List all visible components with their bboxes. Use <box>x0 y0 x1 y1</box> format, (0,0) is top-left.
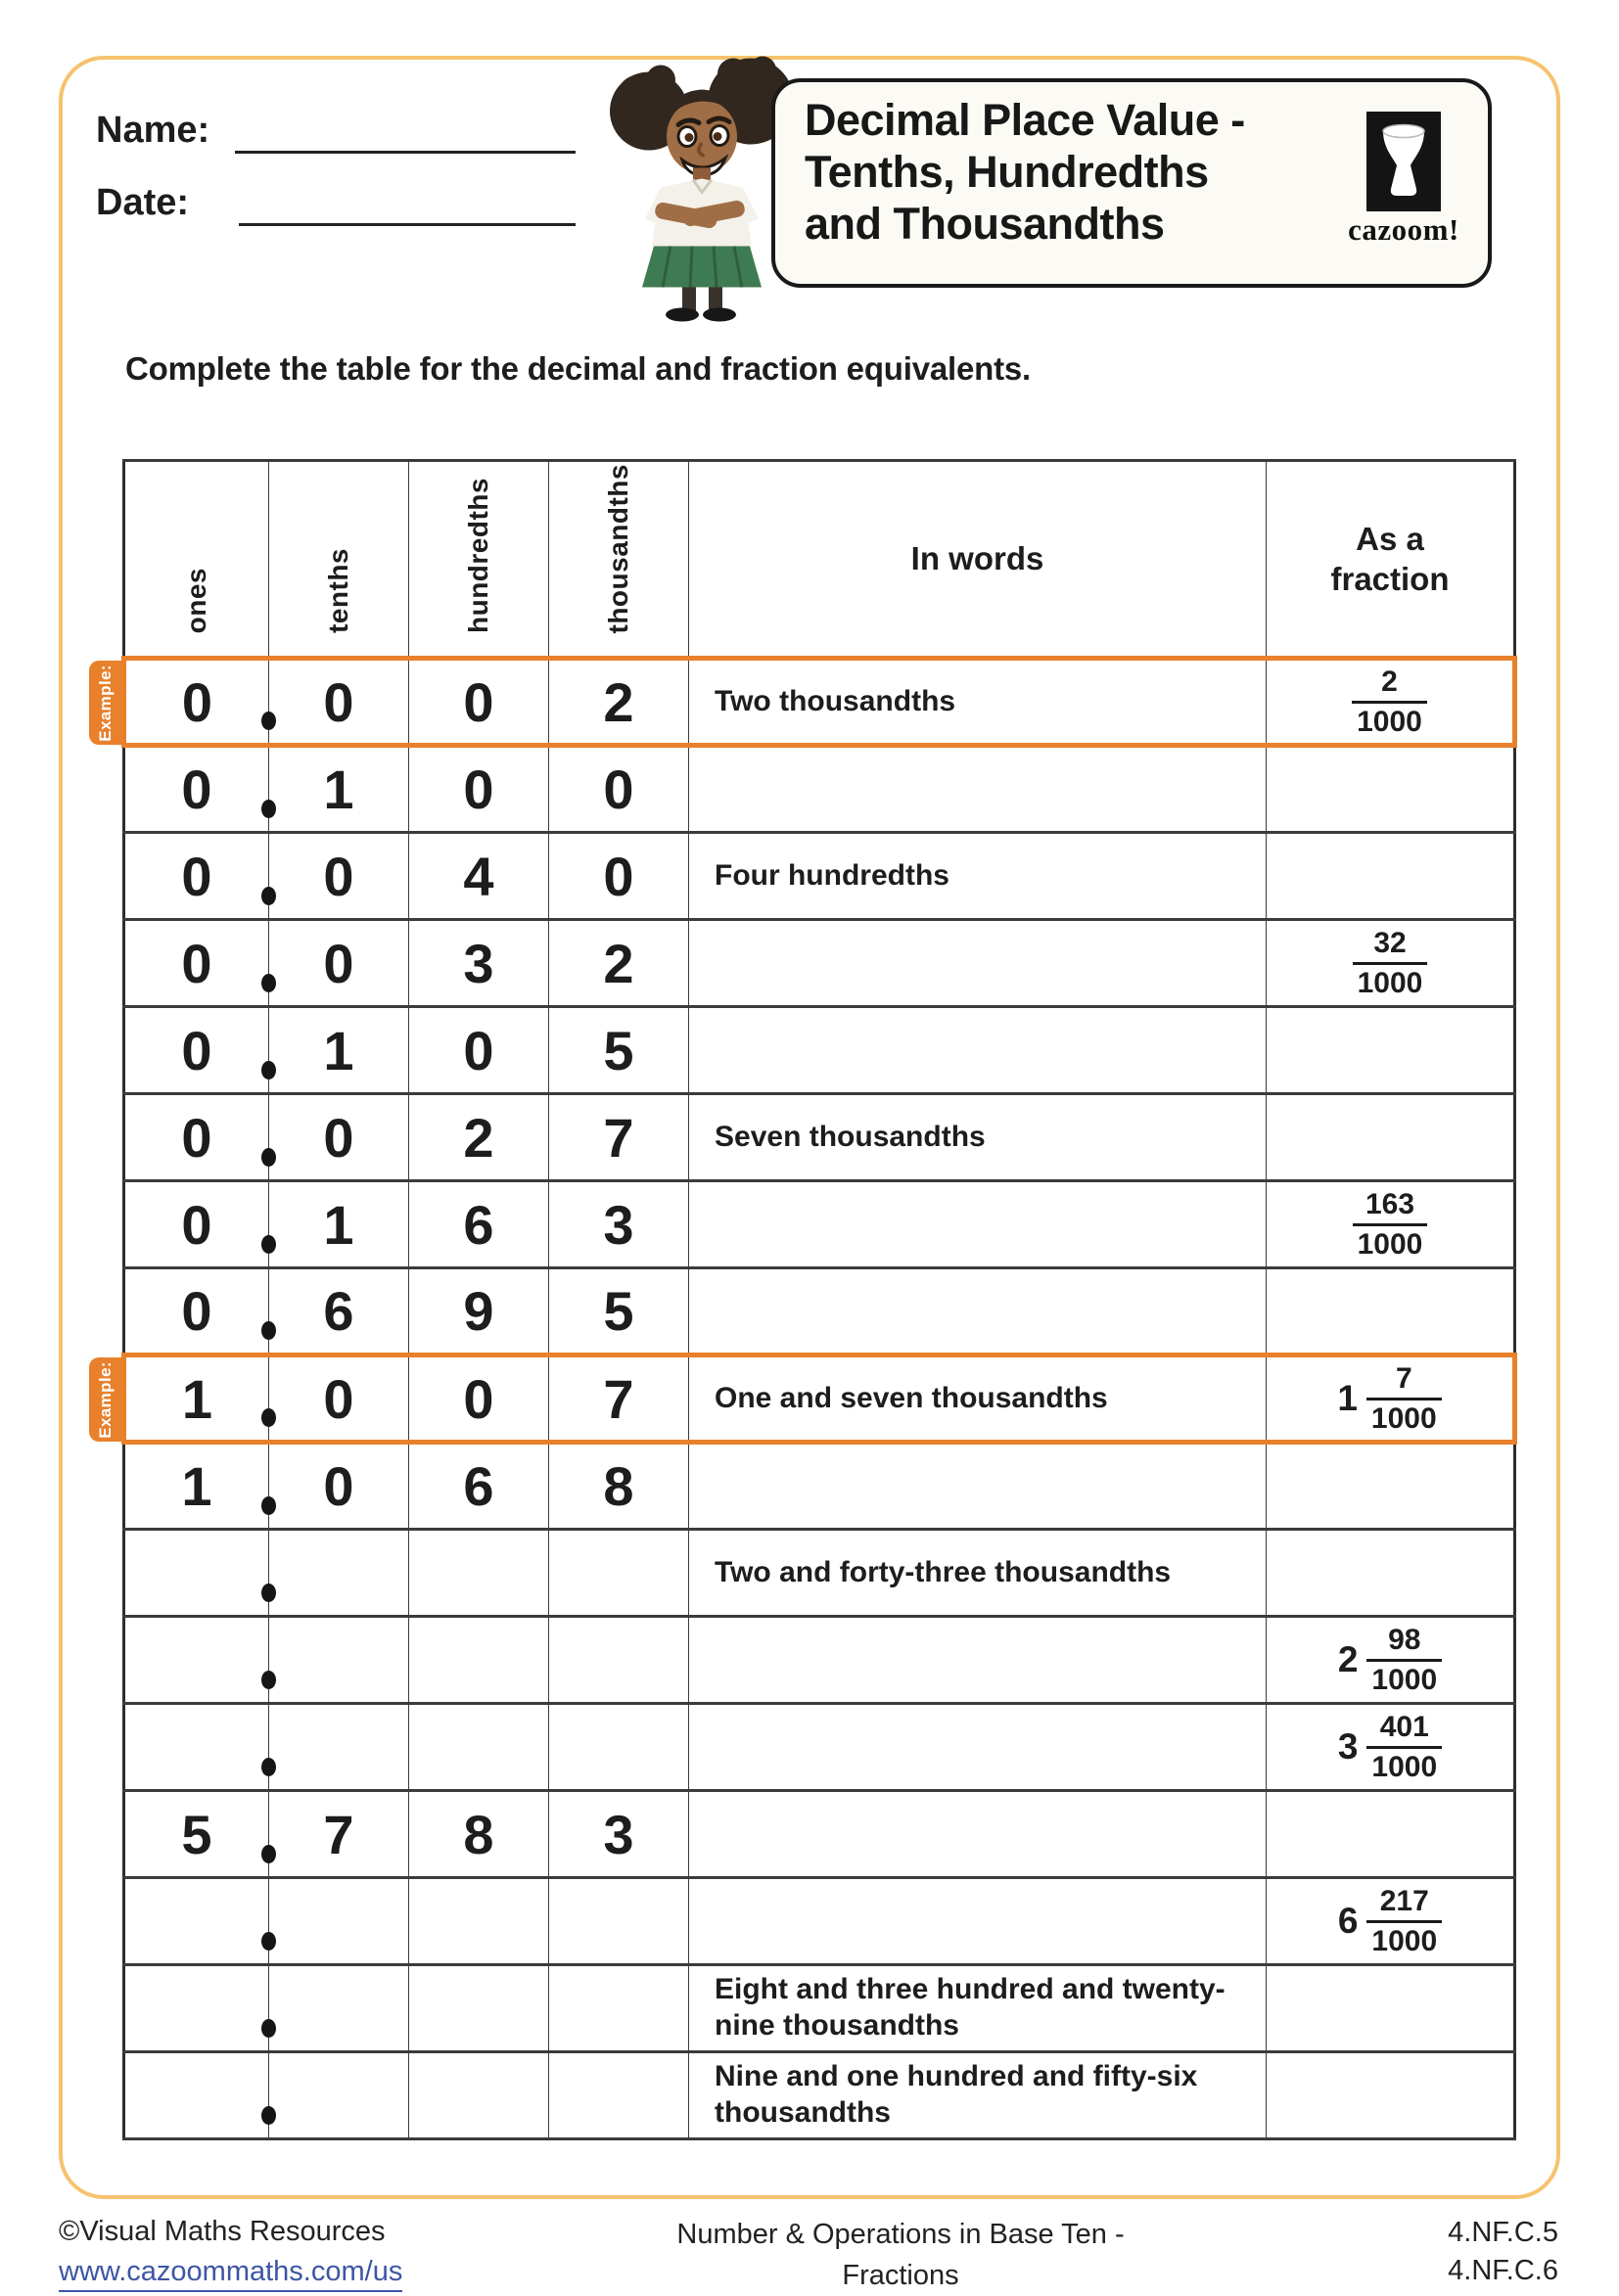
digit-value: 5 <box>603 1019 634 1081</box>
date-label: Date: <box>96 182 190 223</box>
fraction-cell <box>1267 1355 1515 1443</box>
digit-value: 6 <box>323 1280 354 1342</box>
table-row <box>124 1965 1515 2052</box>
fraction-value <box>1267 1711 1513 1783</box>
digit-cell-thousandths <box>549 1617 689 1704</box>
digit-cell-tenths <box>269 1530 409 1617</box>
fraction-whole-number: 3 <box>1337 1726 1359 1767</box>
in-words-cell: Nine and one hundred and fifty-six thousandths <box>689 2052 1267 2139</box>
digit-cell-ones <box>124 1791 269 1878</box>
digit-value: 0 <box>181 1280 212 1342</box>
digit-cell-hundredths <box>409 1791 549 1878</box>
footer-copyright: ©Visual Maths Resources <box>59 2216 386 2247</box>
decimal-point <box>261 1148 276 1167</box>
footer-website-link[interactable]: www.cazoommaths.com/us <box>59 2254 402 2291</box>
digit-cell-thousandths <box>549 1094 689 1181</box>
digit-value: 3 <box>603 1803 634 1865</box>
decimal-point <box>261 712 276 730</box>
table-row <box>124 920 1515 1007</box>
in-words-cell <box>689 1181 1267 1268</box>
fraction-numerator: 2 <box>1381 665 1398 698</box>
fraction-cell <box>1267 1443 1515 1530</box>
digit-value: 0 <box>323 1455 354 1517</box>
digit-cell-hundredths <box>409 1355 549 1443</box>
fraction-cell <box>1267 1530 1515 1617</box>
digit-value: 0 <box>323 670 354 733</box>
decimal-point <box>261 1496 276 1515</box>
digit-cell-tenths <box>269 746 409 833</box>
in-words-cell: Two and forty-three thousandths <box>689 1530 1267 1617</box>
digit-cell-ones <box>124 1530 269 1617</box>
digit-value: 5 <box>181 1803 212 1865</box>
digit-cell-thousandths <box>549 833 689 920</box>
digit-cell-tenths <box>269 1791 409 1878</box>
decimal-point <box>261 1235 276 1254</box>
digit-cell-thousandths <box>549 1007 689 1094</box>
table-header-row <box>124 461 1515 659</box>
fraction-value <box>1267 1188 1513 1261</box>
table-row <box>124 1181 1515 1268</box>
digit-cell-ones <box>124 1443 269 1530</box>
fraction-denominator: 1000 <box>1353 962 1428 1000</box>
digit-cell-hundredths <box>409 1094 549 1181</box>
fraction-numerator: 32 <box>1373 926 1407 959</box>
digit-value: 0 <box>181 932 212 994</box>
digit-value: 5 <box>603 1280 634 1342</box>
fraction-value <box>1267 666 1512 738</box>
fraction-denominator: 1000 <box>1366 1920 1442 1958</box>
example-tab-label: Example: <box>95 1360 115 1439</box>
footer-subject <box>626 2214 1175 2296</box>
digit-cell-thousandths <box>549 1443 689 1530</box>
table-row <box>124 1530 1515 1617</box>
in-words-cell <box>689 746 1267 833</box>
digit-value: 1 <box>181 1455 212 1517</box>
digit-value: 0 <box>181 1019 212 1081</box>
digit-value: 7 <box>603 1367 634 1430</box>
table-row <box>124 2052 1515 2139</box>
digit-value: 0 <box>463 1367 494 1430</box>
fraction-cell <box>1267 1878 1515 1965</box>
table-row <box>124 746 1515 833</box>
fraction-denominator: 1000 <box>1353 1223 1428 1262</box>
decimal-point <box>261 887 276 905</box>
digit-cell-ones <box>124 1965 269 2052</box>
digit-value: 3 <box>603 1193 634 1256</box>
digit-value: 9 <box>463 1280 494 1342</box>
digit-cell-thousandths <box>549 1181 689 1268</box>
table-row <box>124 1268 1515 1355</box>
logo-text: cazoom! <box>1348 212 1459 247</box>
table-body <box>124 659 1515 2139</box>
digit-cell-thousandths <box>549 659 689 746</box>
decimal-point <box>261 800 276 818</box>
fraction-cell <box>1267 746 1515 833</box>
in-words-cell: One and seven thousandths <box>689 1355 1267 1443</box>
fraction-numerator: 217 <box>1379 1884 1429 1917</box>
fraction-cell <box>1267 1181 1515 1268</box>
digit-value: 2 <box>463 1106 494 1169</box>
column-header-ones: ones <box>124 461 269 659</box>
digit-cell-tenths <box>269 2052 409 2139</box>
digit-cell-tenths <box>269 1704 409 1791</box>
digit-cell-tenths <box>269 1094 409 1181</box>
digit-value: 2 <box>603 932 634 994</box>
fraction-cell <box>1267 1094 1515 1181</box>
digit-cell-hundredths <box>409 746 549 833</box>
decimal-point <box>261 1671 276 1689</box>
title-line-1: Decimal Place Value - <box>805 95 1245 145</box>
fraction-cell <box>1267 2052 1515 2139</box>
table-row <box>124 1443 1515 1530</box>
digit-cell-ones <box>124 1878 269 1965</box>
fraction-whole-number: 1 <box>1337 1378 1358 1418</box>
digit-cell-thousandths <box>549 1704 689 1791</box>
table-row-example <box>124 1355 1515 1443</box>
digit-cell-tenths <box>269 1355 409 1443</box>
digit-cell-tenths <box>269 1181 409 1268</box>
fraction-denominator: 1000 <box>1366 1659 1442 1697</box>
footer-standard-1: 4.NF.C.5 <box>1448 2217 1558 2248</box>
fraction-cell <box>1267 833 1515 920</box>
title-box <box>771 78 1492 288</box>
column-header-hundredths: hundredths <box>409 461 549 659</box>
digit-cell-tenths <box>269 1007 409 1094</box>
digit-cell-ones <box>124 1704 269 1791</box>
digit-cell-thousandths <box>549 920 689 1007</box>
column-header-as-fraction: As a fraction <box>1267 461 1515 659</box>
digit-cell-hundredths <box>409 2052 549 2139</box>
fraction-whole-number: 2 <box>1337 1639 1359 1679</box>
digit-cell-thousandths <box>549 1791 689 1878</box>
digit-value: 0 <box>323 1106 354 1169</box>
digit-cell-hundredths <box>409 833 549 920</box>
in-words-cell <box>689 1007 1267 1094</box>
fraction-cell <box>1267 1791 1515 1878</box>
footer-standard-2: 4.NF.C.6 <box>1448 2255 1558 2287</box>
table-row-example <box>124 659 1515 746</box>
digit-value: 8 <box>463 1803 494 1865</box>
digit-cell-hundredths <box>409 659 549 746</box>
digit-value: 7 <box>323 1803 354 1865</box>
footer-subject-line1: Number & Operations in Base Ten - <box>676 2219 1125 2250</box>
digit-cell-ones <box>124 1617 269 1704</box>
name-blank-line <box>235 151 576 154</box>
example-tab <box>89 1357 121 1442</box>
table-row <box>124 1007 1515 1094</box>
fraction-denominator: 1000 <box>1352 701 1427 739</box>
worksheet-table <box>95 459 1512 2140</box>
in-words-cell <box>689 920 1267 1007</box>
digit-cell-hundredths <box>409 1878 549 1965</box>
table-row <box>124 1617 1515 1704</box>
title-line-3: and Thousandths <box>805 199 1165 250</box>
digit-cell-ones <box>124 1094 269 1181</box>
table-row <box>124 833 1515 920</box>
digit-value: 1 <box>181 1367 213 1430</box>
decimal-point <box>261 2019 276 2038</box>
digit-cell-hundredths <box>409 1443 549 1530</box>
digit-value: 0 <box>181 758 212 820</box>
decimal-point <box>261 1061 276 1079</box>
digit-cell-tenths <box>269 920 409 1007</box>
digit-value: 0 <box>603 758 634 820</box>
digit-cell-thousandths <box>549 746 689 833</box>
column-header-in-words: In words <box>689 461 1267 659</box>
digit-value: 1 <box>323 758 354 820</box>
digit-cell-hundredths <box>409 920 549 1007</box>
digit-cell-ones <box>124 1355 269 1443</box>
in-words-cell <box>689 1878 1267 1965</box>
digit-cell-thousandths <box>549 1878 689 1965</box>
digit-cell-thousandths <box>549 1530 689 1617</box>
digit-value: 1 <box>323 1193 354 1256</box>
digit-cell-ones <box>124 2052 269 2139</box>
decimal-point <box>261 1845 276 1863</box>
worksheet-title <box>805 94 1245 250</box>
digit-cell-hundredths <box>409 1530 549 1617</box>
digit-value: 0 <box>463 670 494 733</box>
fraction-denominator: 1000 <box>1366 1398 1442 1436</box>
fraction-cell <box>1267 1704 1515 1791</box>
footer-subject-line2: Fractions <box>842 2260 959 2292</box>
in-words-cell <box>689 1791 1267 1878</box>
digit-cell-hundredths <box>409 1181 549 1268</box>
in-words-cell: Two thousandths <box>689 659 1267 746</box>
fraction-numerator: 401 <box>1379 1710 1429 1743</box>
instruction-text: Complete the table for the decimal and fraction equivalents. <box>125 350 1032 387</box>
digit-value: 0 <box>463 758 494 820</box>
footer-standards <box>1448 2214 1558 2290</box>
fraction-value <box>1267 927 1513 999</box>
column-header-thousandths: thousandths <box>549 461 689 659</box>
digit-value: 0 <box>181 670 213 733</box>
digit-value: 0 <box>181 1106 212 1169</box>
decimal-point <box>261 1758 276 1776</box>
digit-cell-thousandths <box>549 1268 689 1355</box>
fraction-numerator: 98 <box>1388 1623 1421 1656</box>
table-row <box>124 1878 1515 1965</box>
cazoom-logo <box>1341 112 1466 248</box>
digit-value: 2 <box>603 670 634 733</box>
digit-cell-hundredths <box>409 1965 549 2052</box>
column-header-tenths: tenths <box>269 461 409 659</box>
in-words-cell: Seven thousandths <box>689 1094 1267 1181</box>
digit-cell-thousandths <box>549 2052 689 2139</box>
digit-value: 0 <box>463 1019 494 1081</box>
in-words-cell <box>689 1617 1267 1704</box>
table-row <box>124 1094 1515 1181</box>
decimal-point <box>261 1321 276 1340</box>
digit-cell-tenths <box>269 833 409 920</box>
fraction-cell <box>1267 659 1515 746</box>
digit-cell-ones <box>124 833 269 920</box>
digit-value: 6 <box>463 1193 494 1256</box>
digit-cell-tenths <box>269 1617 409 1704</box>
fraction-cell <box>1267 1007 1515 1094</box>
digit-value: 0 <box>181 845 212 907</box>
fraction-value <box>1267 1885 1513 1957</box>
fraction-value <box>1267 1362 1512 1435</box>
in-words-cell <box>689 1268 1267 1355</box>
example-tab-label: Example: <box>95 664 115 742</box>
fraction-value <box>1267 1624 1513 1696</box>
digit-cell-ones <box>124 1181 269 1268</box>
digit-cell-ones <box>124 1268 269 1355</box>
digit-cell-hundredths <box>409 1007 549 1094</box>
digit-cell-ones <box>124 1007 269 1094</box>
digit-cell-tenths <box>269 1878 409 1965</box>
in-words-cell <box>689 1704 1267 1791</box>
fraction-cell <box>1267 1617 1515 1704</box>
fraction-cell <box>1267 920 1515 1007</box>
digit-value: 0 <box>323 932 354 994</box>
digit-value: 3 <box>463 932 494 994</box>
digit-cell-ones <box>124 659 269 746</box>
digit-cell-tenths <box>269 1443 409 1530</box>
digit-value: 1 <box>323 1019 354 1081</box>
decimal-point <box>261 1584 276 1602</box>
digit-value: 0 <box>181 1193 212 1256</box>
fraction-cell <box>1267 1268 1515 1355</box>
table-row <box>124 1704 1515 1791</box>
table-row <box>124 1791 1515 1878</box>
digit-cell-thousandths <box>549 1355 689 1443</box>
name-label: Name: <box>96 110 210 151</box>
decimal-point <box>261 1932 276 1951</box>
digit-value: 7 <box>603 1106 634 1169</box>
digit-cell-tenths <box>269 1965 409 2052</box>
digit-cell-hundredths <box>409 1704 549 1791</box>
decimal-point <box>261 974 276 992</box>
digit-cell-tenths <box>269 1268 409 1355</box>
in-words-cell: Eight and three hundred and twenty-nine thousandths <box>689 1965 1267 2052</box>
digit-value: 0 <box>323 845 354 907</box>
drum-icon <box>1366 112 1441 211</box>
in-words-cell: Four hundredths <box>689 833 1267 920</box>
fraction-numerator: 7 <box>1395 1361 1412 1395</box>
digit-value: 8 <box>603 1455 634 1517</box>
decimal-point <box>261 1408 276 1427</box>
digit-value: 4 <box>463 845 494 907</box>
digit-cell-hundredths <box>409 1617 549 1704</box>
digit-value: 0 <box>603 845 634 907</box>
example-tab <box>89 661 121 745</box>
in-words-cell <box>689 1443 1267 1530</box>
digit-value: 6 <box>463 1455 494 1517</box>
digit-cell-hundredths <box>409 1268 549 1355</box>
fraction-whole-number: 6 <box>1337 1901 1359 1941</box>
digit-cell-ones <box>124 920 269 1007</box>
fraction-numerator: 163 <box>1365 1187 1415 1220</box>
fraction-denominator: 1000 <box>1366 1746 1442 1784</box>
decimal-point <box>261 2106 276 2125</box>
digit-cell-tenths <box>269 659 409 746</box>
digit-cell-thousandths <box>549 1965 689 2052</box>
digit-cell-ones <box>124 746 269 833</box>
digit-value: 0 <box>323 1367 354 1430</box>
title-line-2: Tenths, Hundredths <box>805 147 1209 198</box>
date-blank-line <box>239 223 576 226</box>
fraction-cell <box>1267 1965 1515 2052</box>
